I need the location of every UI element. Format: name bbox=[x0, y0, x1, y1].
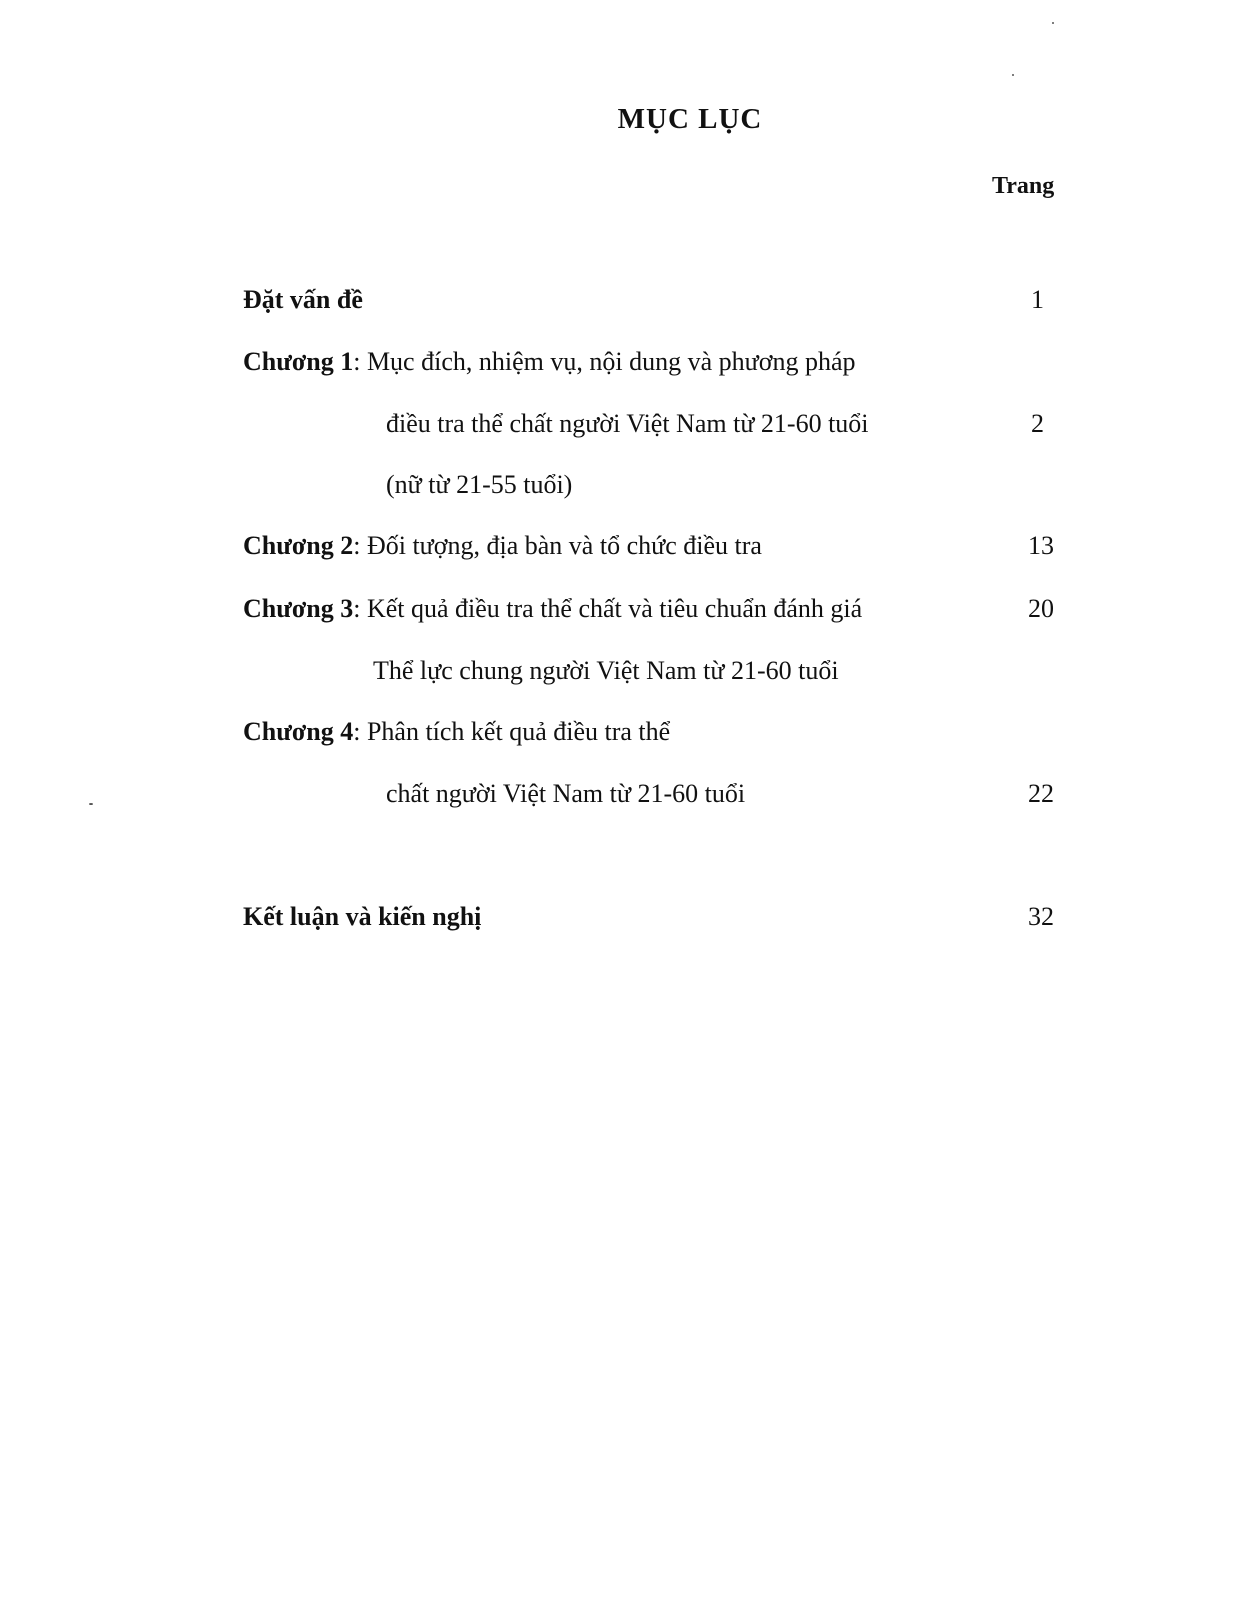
toc-entry-label: Chương 4 bbox=[243, 717, 354, 746]
label-colon: : bbox=[353, 717, 367, 746]
toc-entry-chapter-3 bbox=[243, 594, 862, 624]
toc-entry-text: Đối tượng, địa bàn và tổ chức điều tra bbox=[366, 531, 762, 560]
toc-page-number: 1 bbox=[1031, 285, 1044, 314]
label-colon: : bbox=[353, 531, 367, 560]
toc-entry-label: Đặt vấn đề bbox=[243, 285, 363, 314]
toc-entry-text: Phân tích kết quả điều tra thể bbox=[366, 717, 671, 746]
page-column-heading: Trang bbox=[992, 173, 1055, 199]
toc-entry-chapter-2 bbox=[243, 531, 762, 561]
toc-page-number: 22 bbox=[1028, 779, 1054, 808]
toc-entry-text: chất người Việt Nam từ 21-60 tuổi bbox=[386, 779, 746, 808]
toc-page-number: 32 bbox=[1028, 902, 1054, 931]
toc-entry-chapter-1 bbox=[243, 347, 856, 377]
toc-entry-intro bbox=[243, 285, 363, 315]
toc-entry-label: Kết luận và kiến nghị bbox=[243, 902, 482, 931]
toc-entry-label: Chương 3 bbox=[243, 594, 354, 623]
toc-entry-label: Chương 2 bbox=[243, 531, 354, 560]
scan-speck bbox=[89, 803, 93, 805]
toc-page-number: 13 bbox=[1028, 531, 1054, 560]
toc-entry-conclusion bbox=[243, 902, 481, 932]
label-colon: : bbox=[353, 347, 367, 376]
toc-entry-text: Kết quả điều tra thể chất và tiêu chuẩn đánh giá bbox=[366, 594, 863, 623]
label-colon: : bbox=[353, 594, 367, 623]
scan-speck bbox=[1012, 74, 1014, 76]
scan-speck bbox=[1052, 22, 1054, 24]
toc-entry-text: Mục đích, nhiệm vụ, nội dung và phương pháp bbox=[366, 347, 856, 376]
toc-entry-text: (nữ từ 21-55 tuổi) bbox=[386, 470, 573, 499]
toc-entry-text: điều tra thể chất người Việt Nam từ 21-60 tuổi bbox=[386, 409, 869, 438]
toc-entry-chapter-4 bbox=[243, 717, 670, 747]
toc-entry-label: Chương 1 bbox=[243, 347, 354, 376]
page-title: MỤC LỤC bbox=[617, 103, 763, 135]
toc-entry-text: Thể lực chung người Việt Nam từ 21-60 tuổi bbox=[373, 656, 839, 685]
toc-page-number: 20 bbox=[1028, 594, 1054, 623]
toc-page-number: 2 bbox=[1031, 409, 1044, 438]
